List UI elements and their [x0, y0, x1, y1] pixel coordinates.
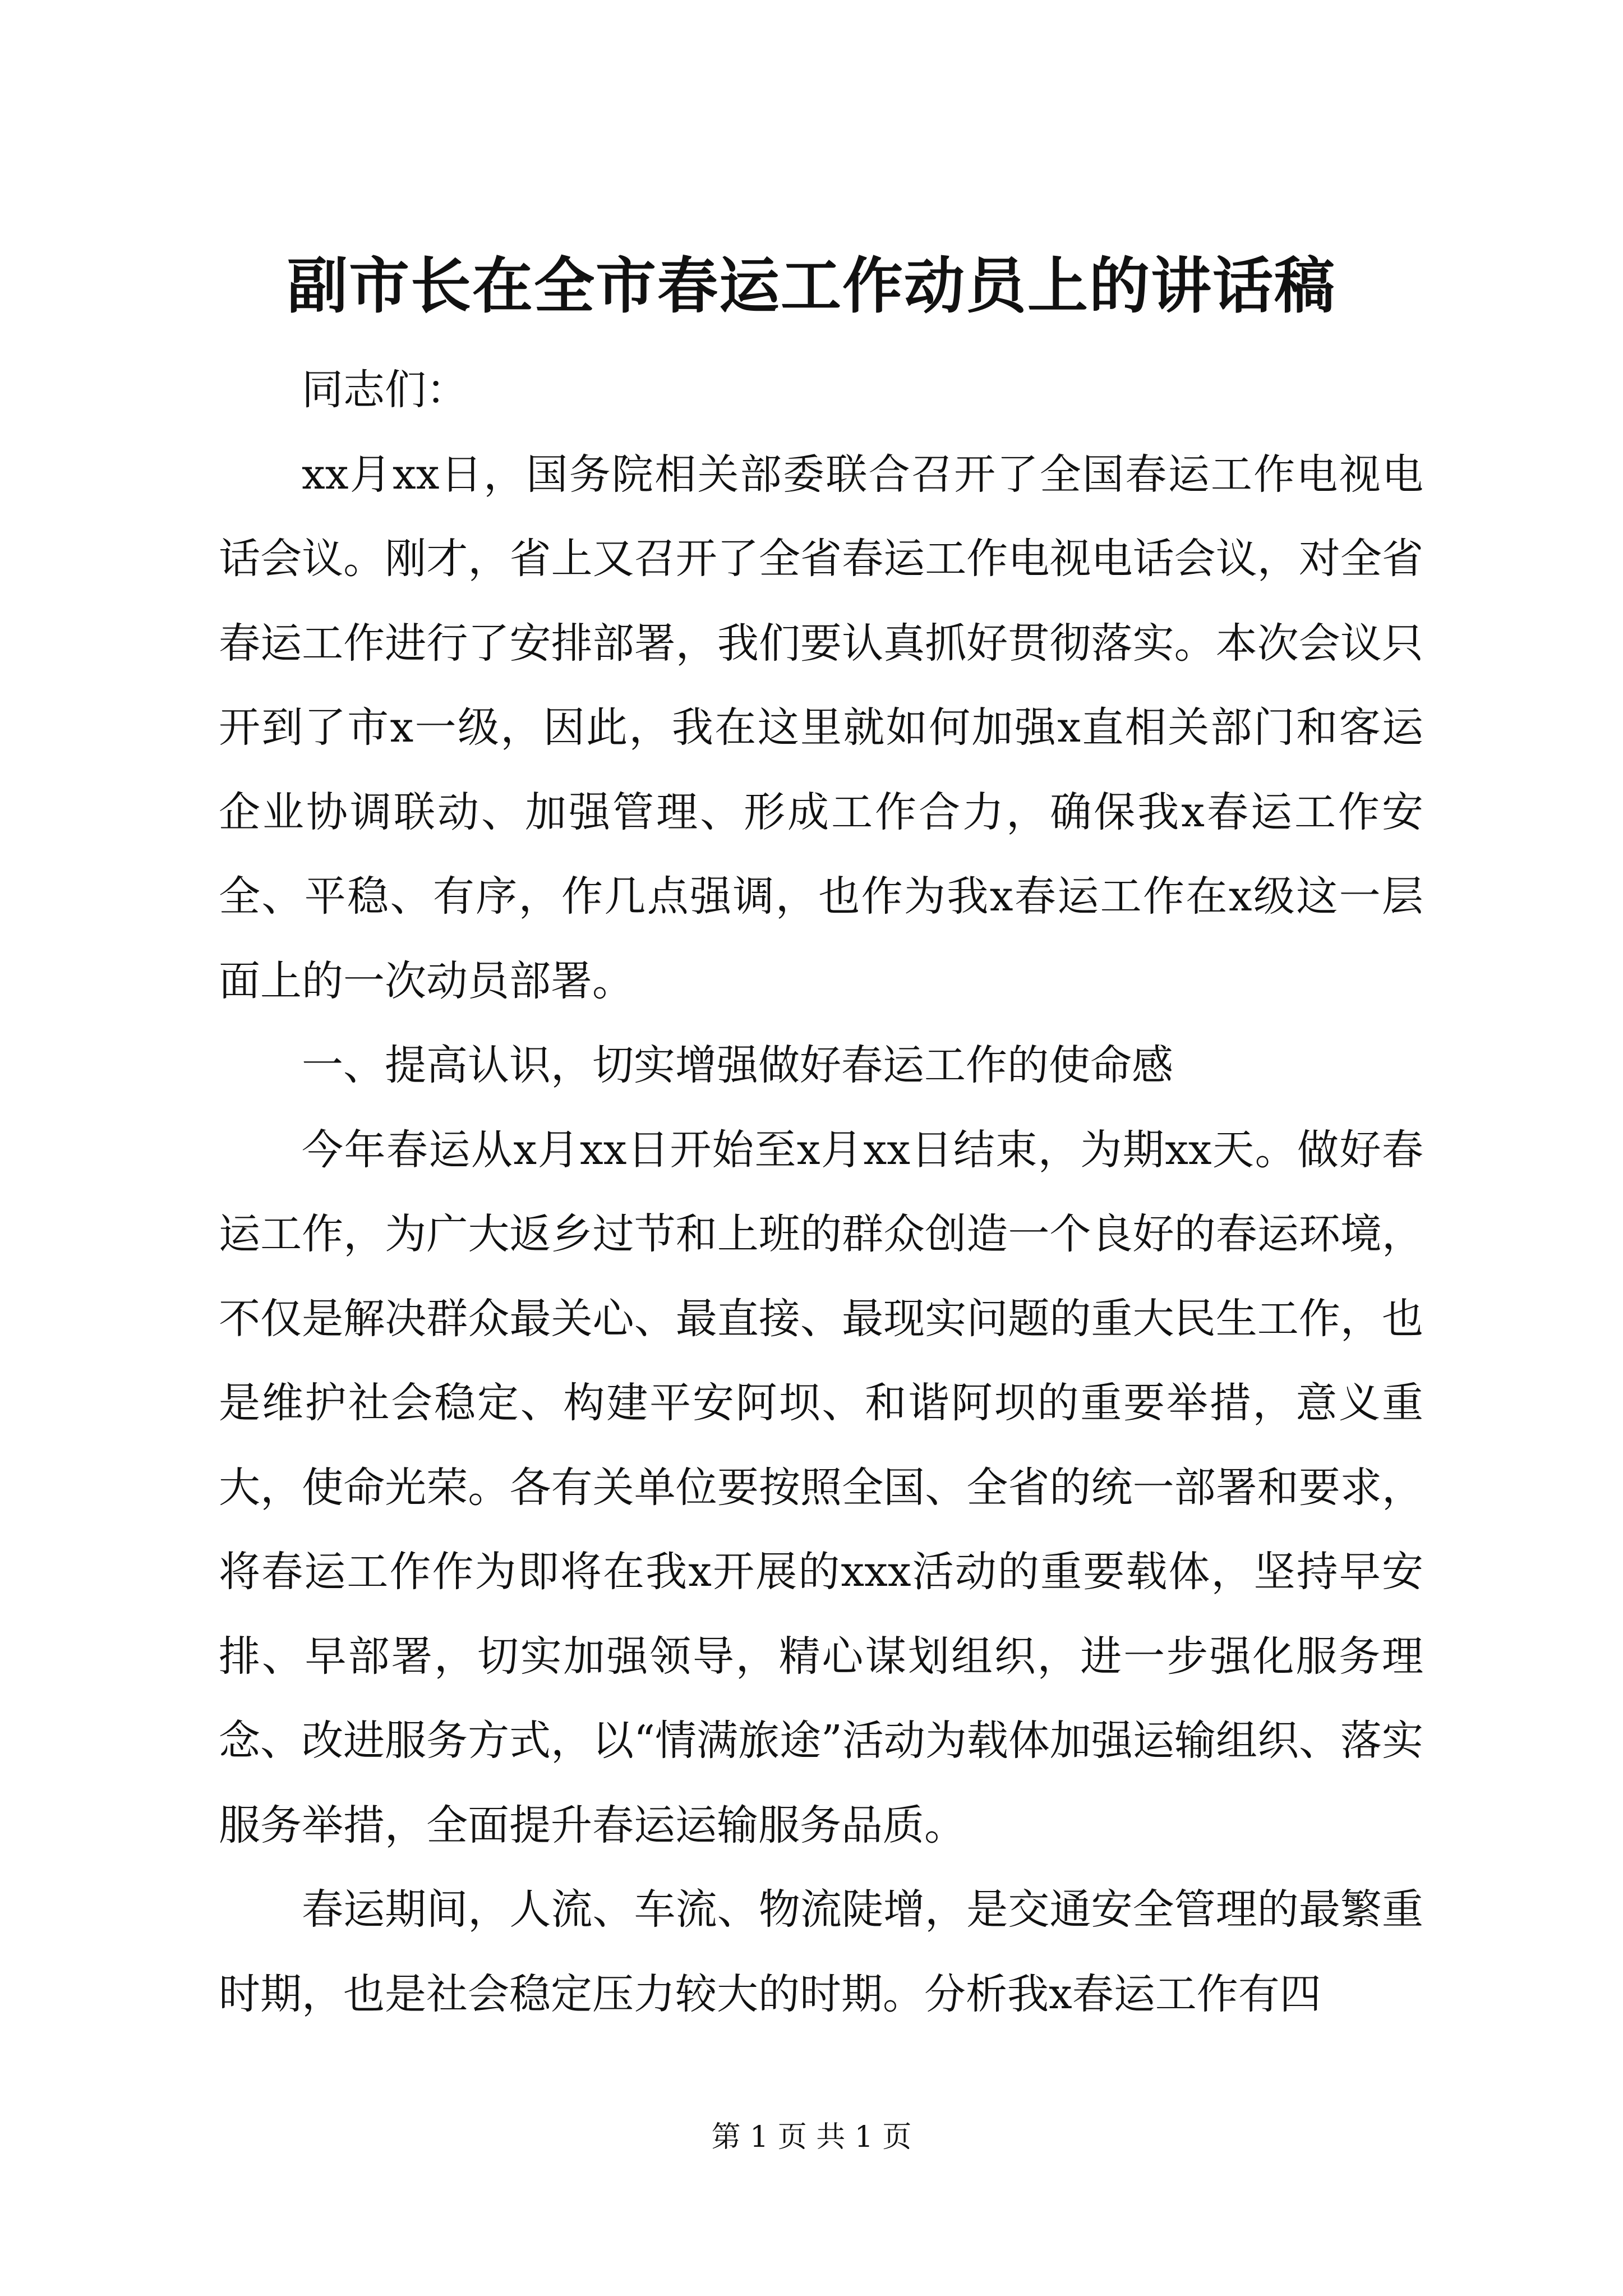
- paragraph-peak-period: 春运期间，人流、车流、物流陡增，是交通安全管理的最繁重时期，也是社会稳定压力较大的时期。分析我x春运工作有四: [219, 1885, 1423, 2018]
- document-title: 副市长在全市春运工作动员上的讲话稿: [287, 251, 1336, 321]
- paragraph-spring-transport: 今年春运从x月xx日开始至x月xx日结束，为期xx天。做好春运工作，为广大返乡过节和上班的群众创造一个良好的春运环境，不仅是解决群众最关心、最直接、最现实问题的重大民生工作，也是维护社会稳定、构建平安阿坝、和谐阿坝的重要举措，意义重大，使命光荣。各有关单位要按照全国、全省的统一部署和要求，将春运工作作为即将在我x开展的xxx活动的重要载体，坚持早安排、早部署，切实加强领导，精心谋划组织，进一步强化服务理念、改进服务方式，以“情满旅途”活动为载体加强运输组织、落实服务举措，全面提升春运运输服务品质。: [219, 1125, 1423, 1849]
- document-body: [219, 348, 1423, 2036]
- paragraph-intro: xx月xx日，国务院相关部委联合召开了全国春运工作电视电话会议。刚才，省上又召开了全省春运工作电视电话会议，对全省春运工作进行了安排部署，我们要认真抓好贯彻落实。本次会议只开到了市x一级，因此，我在这里就如何加强x直相关部门和客运企业协调联动、加强管理、形成工作合力，确保我x春运工作安全、平稳、有序，作几点强调，也作为我x春运工作在x级这一层面上的一次动员部署。: [219, 450, 1423, 1005]
- page-footer: 第 1 页 共 1 页: [711, 2120, 912, 2154]
- salutation: 同志们：: [302, 366, 468, 414]
- section-heading-1: 一、提高认识，切实增强做好春运工作的使命感: [302, 1041, 1173, 1089]
